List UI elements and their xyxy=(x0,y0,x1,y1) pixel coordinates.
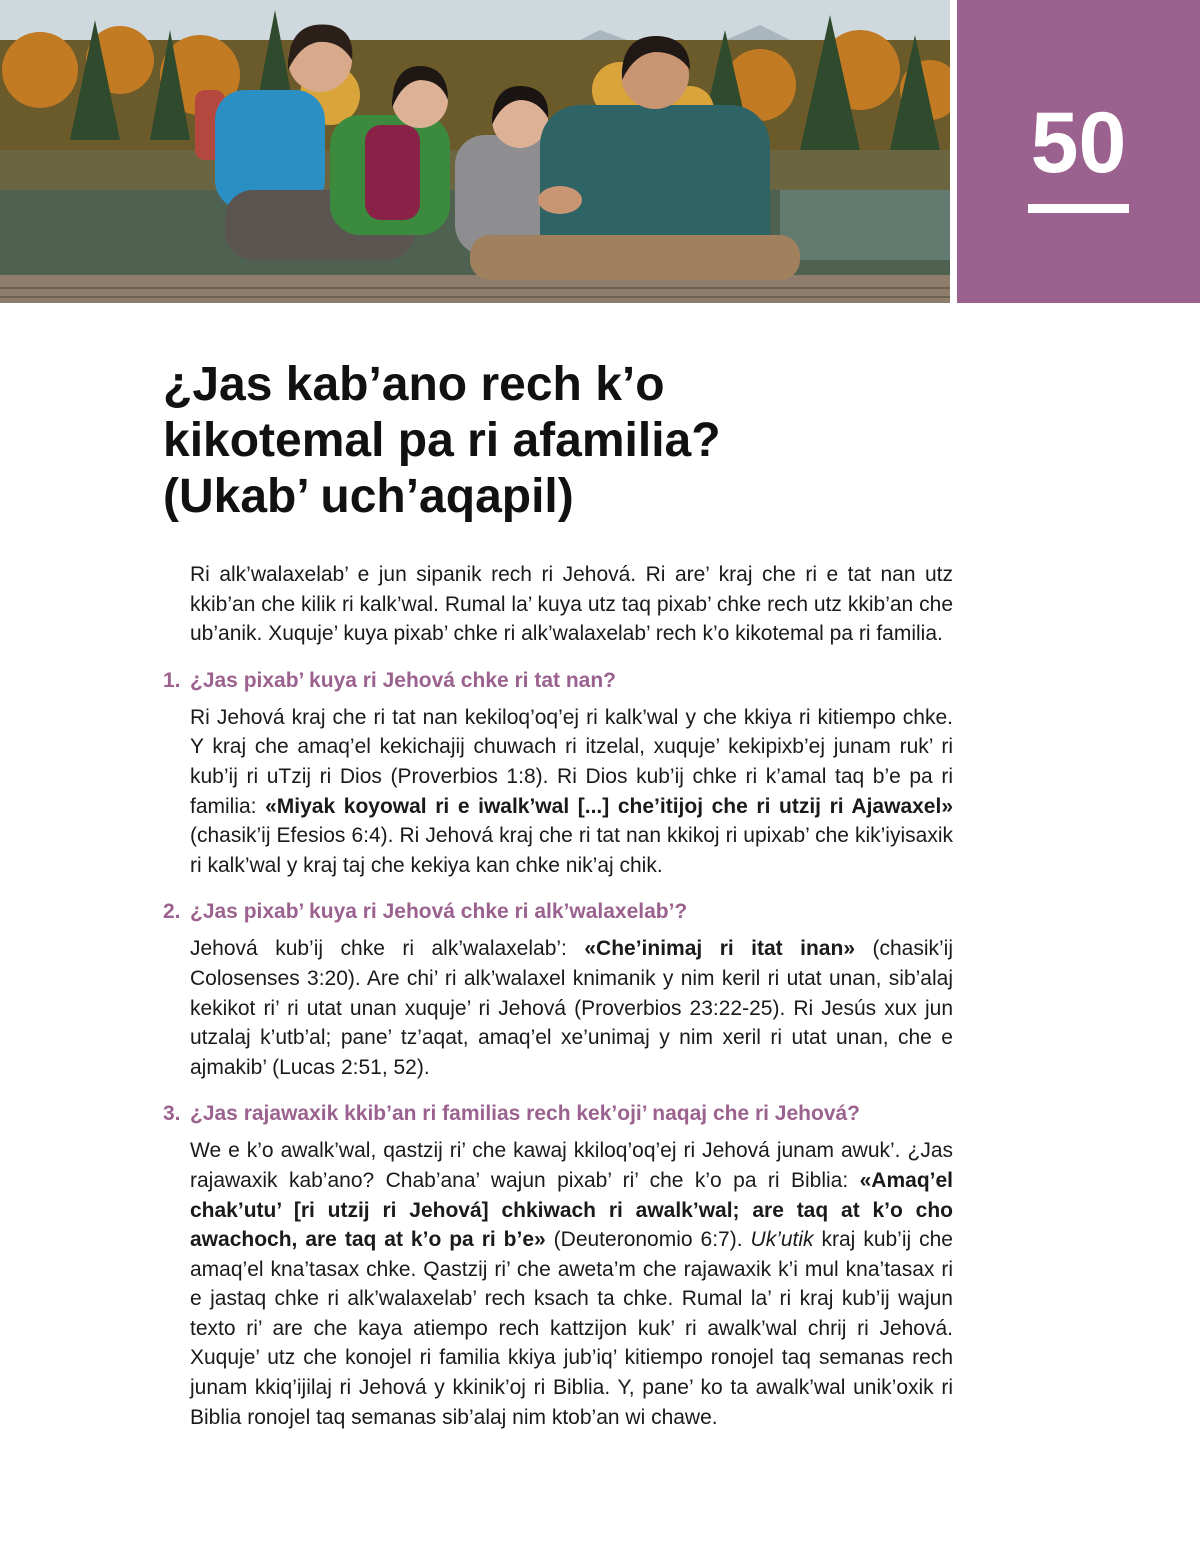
family-photo xyxy=(0,0,950,303)
chapter-badge xyxy=(957,0,1200,303)
section-3-emphasis: Uk’utik xyxy=(750,1228,814,1252)
chapter-number: 50 xyxy=(1030,95,1127,191)
lesson-content xyxy=(163,560,953,1432)
section-1-text-b: (chasik’ij Efesios 6:4). Ri Jehová kraj che ri tat nan kkikoj ri upixab’ che kik’iyisaxik ri kalk’wal y kraj taj che kekiya kan chke nik’aj chik. xyxy=(190,824,953,877)
section-3-number: 3. xyxy=(163,1102,181,1126)
intro-paragraph: Ri alk’walaxelab’ e jun sipanik rech ri Jehová. Ri are’ kraj che ri e tat nan utz kkib’an che kilik ri kalk’wal. Rumal la’ kuya utz taq pixab’ chke rech utz kkib’an che ub’anik. Xuquje’ kuya pixab’ chke ri alk’walaxelab’ rech k’o kikotemal pa ri familia. xyxy=(190,563,953,646)
section-3-text-c: kraj kub’ij che amaq’el kna’tasax chke. Qastzij ri’ che aweta’m che rajawaxik k’i mul kna’tasax ri e jastaq chke ri alk’walaxelab’ rech ksach ta chke. Rumal la’ ri kraj kub’ij wajun texto ri’ are che kaya atiempo rech kattzijon kuk’ ri awalk’wal chrij ri Jehová. Xuquje’ utz che konojel ri familia kkiya jub’iq’ kitiempo ronojel taq semanas rech junam kkiq’ijilaj ri Jehová y kkinik’oj ri Biblia. Y, pane’ ko ta awalk’wal unik’oxik ri Biblia ronojel taq semanas sib’alaj nim ktob’an wi chawe. xyxy=(190,1228,953,1429)
family-photo-icon xyxy=(0,0,950,303)
section-1-question xyxy=(163,667,953,695)
page-title: ¿Jas kab’ano rech k’o kikotemal pa ri afamilia? (Ukab’ uch’aqapil) xyxy=(163,358,721,523)
section-1-question-text: ¿Jas pixab’ kuya ri Jehová chke ri tat nan? xyxy=(190,668,617,692)
section-2-paragraph xyxy=(190,934,953,1082)
section-1-quote: «Miyak koyowal ri e iwalk’wal [...] che’itijoj che ri utzij ri Ajawaxel» xyxy=(265,794,953,818)
section-1-number: 1. xyxy=(163,668,181,692)
section-3-text-b: (Deuteronomio 6:7). xyxy=(545,1228,751,1252)
section-2-text-a: Jehová kub’ij chke ri alk’walaxelab’: xyxy=(190,937,585,961)
section-1-text-a: Ri Jehová kraj che ri tat nan kekiloq’oq’ej ri kalk’wal y che kkiya ri kitiempo chke. Y kraj che amaq’el kekichajij chuwach ri itzelal, xuquje’ kekipixb’ej junam ruk’ ri kub’ij ri uTzij ri Dios (Proverbios 1:8). Ri Dios kub’ij chke ri k’amal taq b’e pa ri familia: xyxy=(190,705,953,818)
section-2-text-b: (chasik’ij Colosenses 3:20). Are chi’ ri alk’walaxel knimanik y nim keril ri utat unan, sib’alaj kekikot ri’ ri utat unan xuquje’ ri Jehová (Proverbios 23:22-25). Ri Jesús xux jun utzalaj k’utb’al; pane’ tz’aqat, amaq’el xe’unimaj y nim xeril ri utat unan, che e ajmakib’ (Lucas 2:51, 52). xyxy=(190,937,953,1079)
section-2-quote: «Che’inimaj ri itat inan» xyxy=(584,937,855,961)
section-2-number: 2. xyxy=(163,900,181,924)
section-2-question-text: ¿Jas pixab’ kuya ri Jehová chke ri alk’walaxelab’? xyxy=(190,900,688,924)
section-1-paragraph xyxy=(190,703,953,881)
section-3-question-text: ¿Jas rajawaxik kkib’an ri familias rech kek’oji’ naqaj che ri Jehová? xyxy=(190,1102,861,1126)
section-3-text-a: We e k’o awalk’wal, qastzij ri’ che kawaj kkiloq’oq’ej ri Jehová junam awuk’. ¿Jas rajawaxik kab’ano? Chab’ana’ wajun pixab’ ri’ che k’o pa ri Biblia: xyxy=(190,1139,953,1192)
section-2-question xyxy=(163,898,953,926)
chapter-underline xyxy=(1028,204,1129,213)
section-3-quote: «Amaq’el chak’utu’ [ri utzij ri Jehová] chkiwach ri awalk’wal; are taq at k’o cho awachoch, are taq at k’o pa ri b’e» xyxy=(190,1168,953,1252)
section-3-paragraph xyxy=(190,1136,953,1432)
section-3-question xyxy=(163,1100,953,1128)
